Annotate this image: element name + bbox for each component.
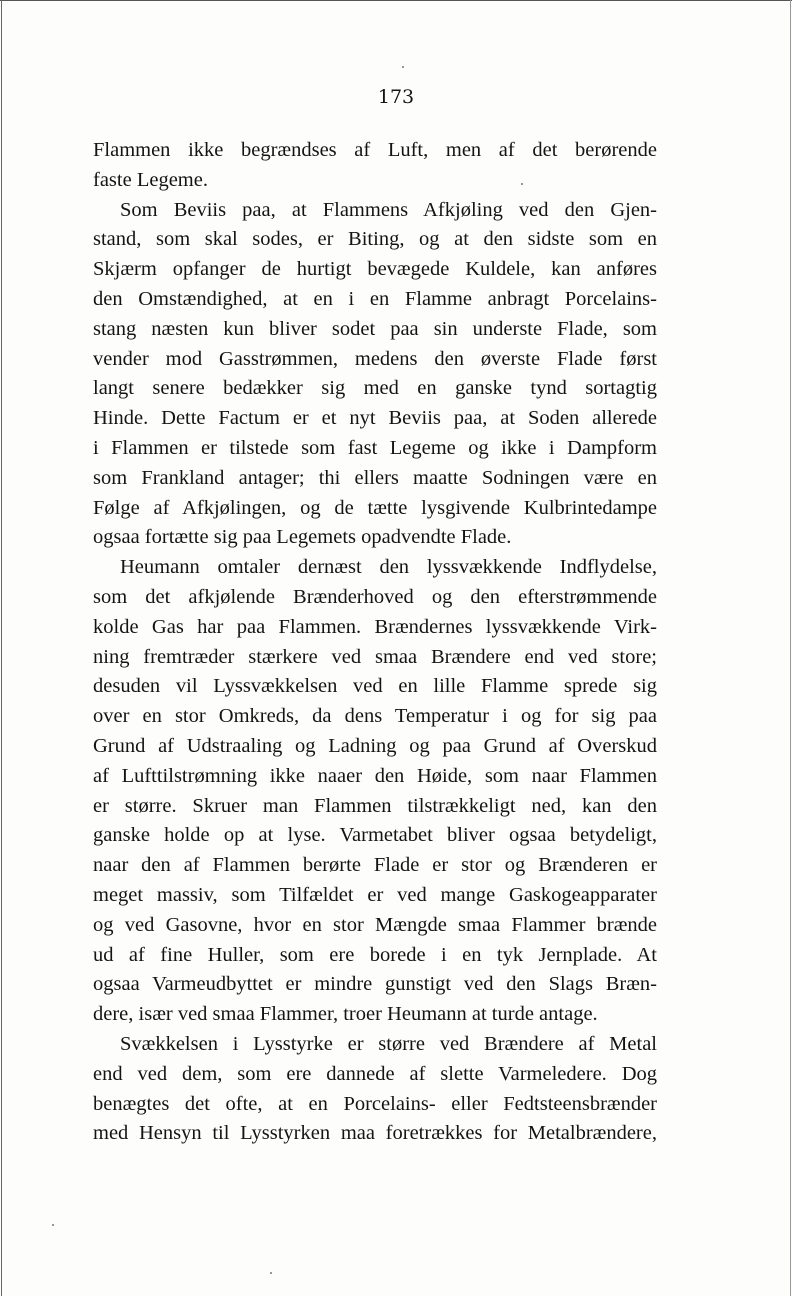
scan-speck: [52, 1224, 54, 1226]
text-line: faste Legeme.: [93, 168, 208, 191]
scan-speck: [270, 1272, 272, 1274]
text-line: ning fremtræder stærkere ved smaa Brændere end ved store;: [93, 645, 657, 668]
text-line: langt senere bedækker sig med en ganske tynd sortagtig: [93, 377, 657, 400]
text-line: vender mod Gasstrømmen, medens den øverste Flade først: [93, 347, 657, 370]
text-line: desuden vil Lyssvækkelsen ved en lille Flamme sprede sig: [93, 675, 657, 698]
scan-speck: [402, 66, 404, 68]
text-line: kolde Gas har paa Flammen. Brændernes lyssvækkende Virk-: [93, 615, 657, 638]
text-line: stang næsten kun bliver sodet paa sin underste Flade, som: [93, 317, 657, 340]
text-line: meget massiv, som Tilfældet er ved mange Gaskogeapparater: [93, 883, 657, 906]
text-line: stand, som skal sodes, er Biting, og at den sidste som en: [93, 228, 657, 251]
scan-speck: [521, 183, 523, 185]
text-line: benægtes det ofte, at en Porcelains- eller Fedtsteensbrænder: [93, 1092, 657, 1115]
text-line: den Omstændighed, at en i en Flamme anbragt Porcelains-: [93, 287, 657, 310]
text-line: over en stor Omkreds, da dens Temperatur i og for sig paa: [93, 705, 657, 728]
text-line: i Flammen er tilstede som fast Legeme og ikke i Dampform: [93, 436, 657, 459]
text-line: ogsaa fortætte sig paa Legemets opadvendte Flade.: [93, 526, 512, 549]
page-number: 173: [377, 86, 415, 108]
scan-edge-right: [790, 0, 791, 1296]
text-line: ogsaa Varmeudbyttet er mindre gunstigt ved den Slags Bræn-: [93, 973, 657, 996]
text-line: Som Beviis paa, at Flammens Afkjøling ved den Gjen-: [120, 198, 657, 221]
text-line: end ved dem, som ere dannede af slette Varmeledere. Dog: [93, 1062, 657, 1085]
scan-edge-left: [1, 0, 2, 1296]
text-line: som Frankland antager; thi ellers maatte Sodningen være en: [93, 466, 657, 489]
text-line: Grund af Udstraaling og Ladning og paa Grund af Overskud: [93, 734, 657, 757]
text-line: med Hensyn til Lysstyrken maa foretrækkes for Metalbrændere,: [93, 1122, 657, 1145]
scan-edge-top: [0, 0, 792, 1]
text-line: Heumann omtaler dernæst den lyssvækkende Indflydelse,: [120, 556, 657, 579]
text-line: Følge af Afkjølingen, og de tætte lysgivende Kulbrintedampe: [93, 496, 657, 519]
text-line: og ved Gasovne, hvor en stor Mængde smaa Flammer brænde: [93, 913, 657, 936]
body-text: [93, 136, 657, 1149]
text-line: Skjærm opfanger de hurtigt bevægede Kuldele, kan anføres: [93, 258, 657, 281]
text-line: ud af fine Huller, som ere borede i en tyk Jernplade. At: [93, 943, 657, 966]
text-line: Flammen ikke begrændses af Luft, men af det berørende: [93, 139, 657, 161]
text-line: ganske holde op at lyse. Varmetabet bliver ogsaa betydeligt,: [93, 824, 657, 847]
text-line: af Lufttilstrømning ikke naaer den Høide, som naar Flammen: [93, 764, 657, 787]
text-line: Svækkelsen i Lysstyrke er større ved Brændere af Metal: [120, 1032, 657, 1055]
text-line: som det afkjølende Brænderhoved og den efterstrømmende: [93, 585, 657, 608]
text-line: naar den af Flammen berørte Flade er stor og Brænderen er: [93, 854, 657, 877]
text-line: er større. Skruer man Flammen tilstrækkeligt ned, kan den: [93, 794, 657, 817]
text-line: dere, især ved smaa Flammer, troer Heumann at turde antage.: [93, 1003, 598, 1026]
text-line: Hinde. Dette Factum er et nyt Beviis paa, at Soden allerede: [93, 407, 657, 430]
